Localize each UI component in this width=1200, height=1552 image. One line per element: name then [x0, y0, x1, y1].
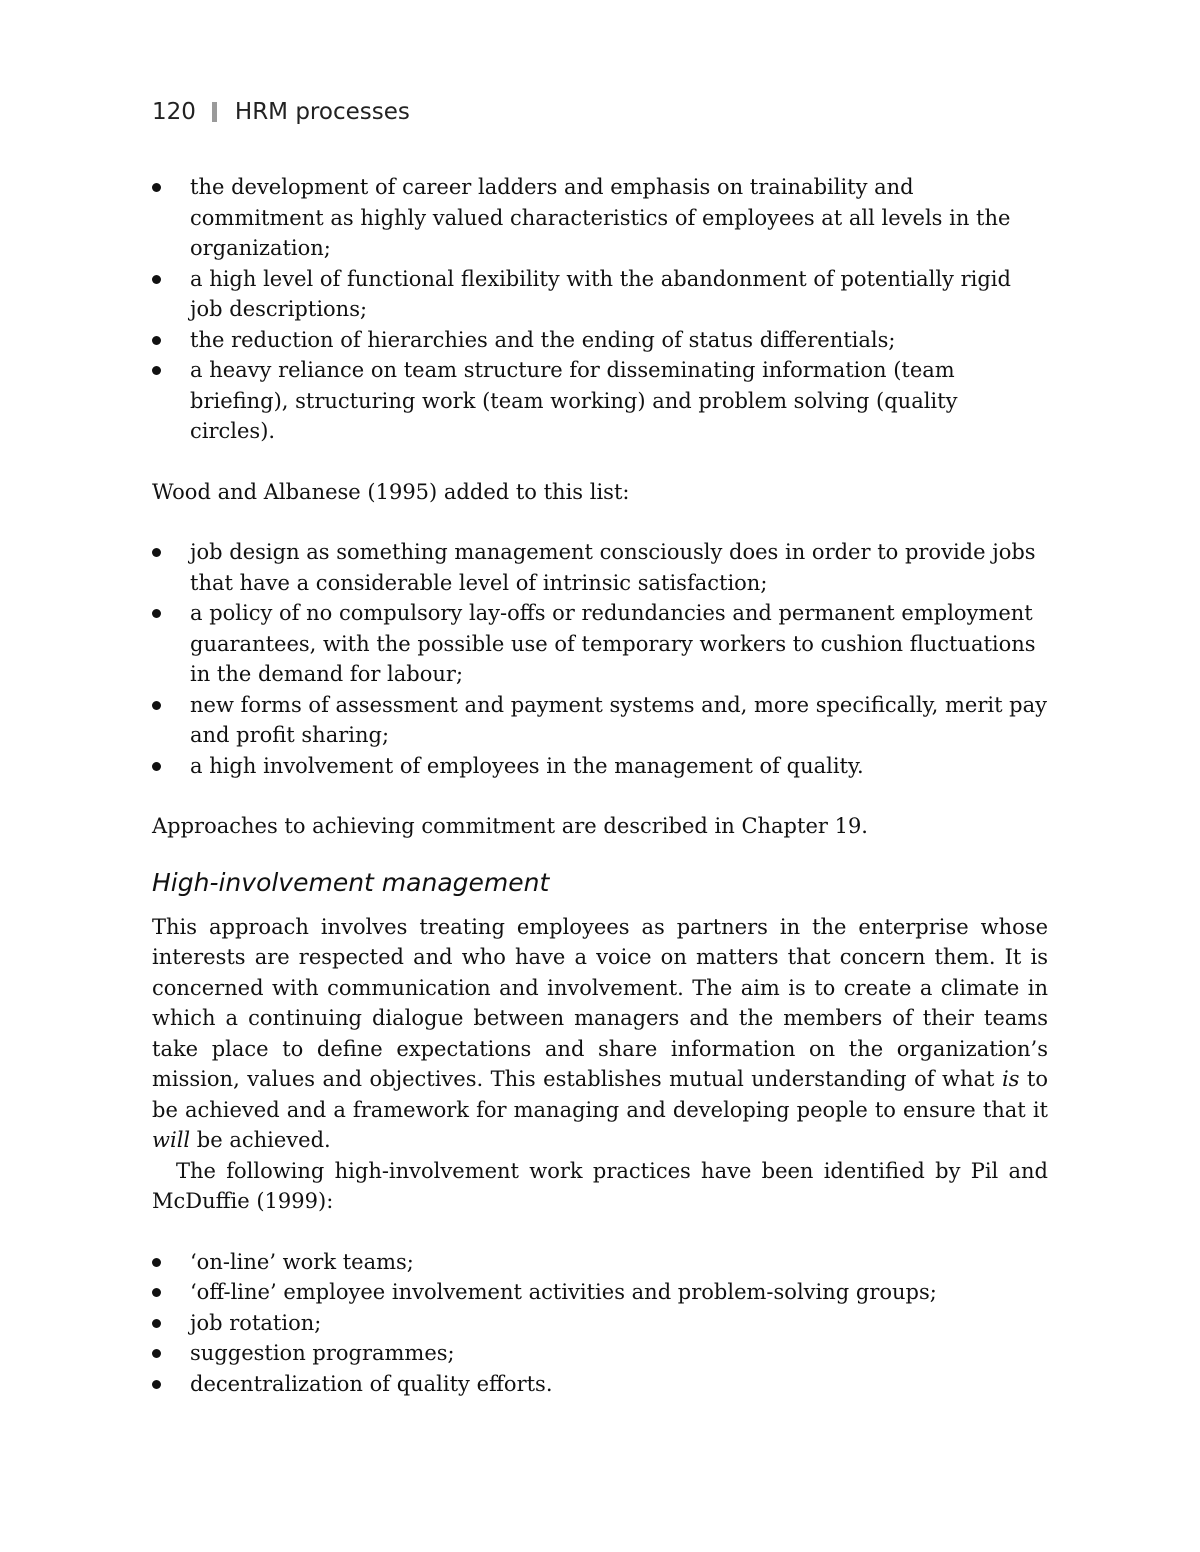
spacer: [152, 781, 1048, 811]
bullet-icon: [152, 1258, 161, 1267]
list-item: decentralization of quality efforts.: [152, 1369, 1048, 1400]
bullet-icon: [152, 762, 161, 771]
header-separator: [212, 102, 217, 122]
page-number: 120: [152, 99, 196, 125]
paragraph-approaches: Approaches to achieving commitment are described in Chapter 19.: [152, 814, 868, 838]
list-item: the development of career ladders and emphasis on trainability and commitment as highly valued characteristics of employees at all levels in the organization;: [152, 172, 1048, 264]
bullet-icon: [152, 1319, 161, 1328]
list-item: a policy of no compulsory lay-offs or redundancies and permanent employment guarantees, with the possible use of temporary workers to cushion fluctuations in the demand for labour;: [152, 598, 1048, 690]
bullet-icon: [152, 275, 161, 284]
bullet-icon: [152, 366, 161, 375]
list-item: a heavy reliance on team structure for disseminating information (team briefing), structuring work (team working) and problem solving (quality circles).: [152, 355, 1048, 447]
spacer: [152, 507, 1048, 537]
bullet-list-1: [152, 172, 1048, 447]
list-item: the reduction of hierarchies and the ending of status differentials;: [152, 325, 1048, 356]
running-head: [152, 96, 1048, 128]
bullet-icon: [152, 548, 161, 557]
bullet-icon: [152, 336, 161, 345]
section-heading: High-involvement management: [152, 867, 550, 897]
paragraph-wood-albanese: Wood and Albanese (1995) added to this list:: [152, 479, 630, 504]
document-page: [152, 96, 1048, 1399]
bullet-icon: [152, 1288, 161, 1297]
paragraph-following: The following high-involvement work practices have been identified by Pil and McDuffie (1999):: [152, 1158, 1048, 1213]
spacer: [152, 447, 1048, 477]
bullet-icon: [152, 183, 161, 192]
list-item: ‘off-line’ employee involvement activities and problem-solving groups;: [152, 1277, 1048, 1308]
bullet-icon: [152, 1349, 161, 1358]
spacer: [152, 1217, 1048, 1247]
paragraph-high-involvement: This approach involves treating employees as partners in the enterprise whose interests are respected and who have a voice on matters that concern them. It is concerned with communication and involvement. The aim is to create a climate in which a continuing dialogue between managers and the members of their teams take place to define expectations and share information on the organization’s mission, values and objectives. This establishes mutual understanding of what is to be achieved and a framework for managing and developing people to ensure that it will be achieved.: [152, 914, 1048, 1152]
running-head-title: HRM processes: [234, 99, 410, 125]
bullet-icon: [152, 1380, 161, 1389]
list-item: suggestion programmes;: [152, 1338, 1048, 1369]
bullet-list-3: [152, 1247, 1048, 1400]
bullet-icon: [152, 701, 161, 710]
list-item: job design as something management consciously does in order to provide jobs that have a considerable level of intrinsic satisfaction;: [152, 537, 1048, 598]
bullet-icon: [152, 609, 161, 618]
list-item: job rotation;: [152, 1308, 1048, 1339]
bullet-list-2: [152, 537, 1048, 781]
list-item: a high involvement of employees in the management of quality.: [152, 751, 1048, 782]
list-item: a high level of functional flexibility with the abandonment of potentially rigid job descriptions;: [152, 264, 1048, 325]
list-item: ‘on-line’ work teams;: [152, 1247, 1048, 1278]
list-item: new forms of assessment and payment systems and, more specifically, merit pay and profit sharing;: [152, 690, 1048, 751]
